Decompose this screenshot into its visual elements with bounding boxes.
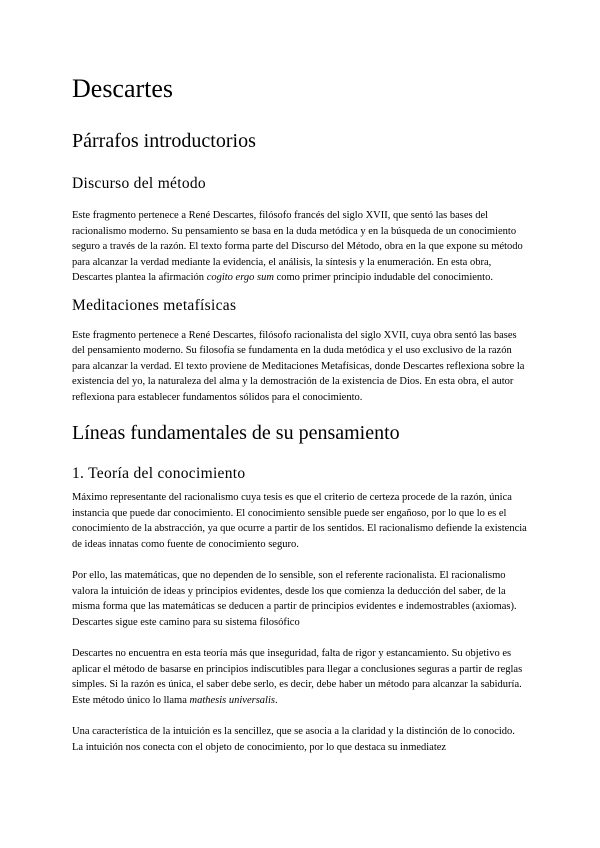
subsection-heading-meditaciones: Meditaciones metafísicas	[72, 296, 237, 314]
paragraph-teoria-4: Una característica de la intuición es la sencillez, que se asocia a la claridad y la distinción de lo conocido. La intuición nos conecta con el objeto de conocimiento, por lo que destaca su inmediatez	[72, 726, 515, 753]
paragraph-teoria-1: Máximo representante del racionalismo cuya tesis es que el criterio de certeza procede de la razón, única instancia que puede dar conocimiento. El conocimiento sensible puede ser engañoso, por lo que lo es el conocimiento de la abstracción, ya que ocurre a partir de los sentidos. El racionalismo defiende la existencia de ideas innatas como fuente de conocimiento seguro.	[72, 492, 527, 550]
paragraph-text: Descartes no encuentra en esta teoría más que inseguridad, falta de rigor y estancamiento. Su objetivo es aplicar el método de basarse en principios indiscutibles para llegar a conclusiones seguras a partir de reglas simples. Si la razón es única, el saber debe serlo, es decir, debe haber un método para alcanzar la sabiduría. Este método único lo llama	[72, 648, 523, 706]
paragraph-teoria-2: Por ello, las matemáticas, que no dependen de lo sensible, son el referente racionalista. El racionalismo valora la intuición de ideas y principios evidentes, desde los que comienza la deducción del saber, de la misma forma que las matemáticas se deducen a partir de principios evidentes e indemostrables (axiomas). Descartes sigue este camino para su sistema filosófico	[72, 570, 517, 628]
subsection-heading-discurso: Discurso del método	[72, 175, 206, 192]
section-heading-introductory: Párrafos introductorios	[72, 130, 256, 152]
document-title: Descartes	[72, 74, 174, 103]
paragraph-meditaciones: Este fragmento pertenece a René Descartes, filósofo racionalista del siglo XVII, cuya obra sentó las bases del pensamiento moderno. Su filosofía se fundamenta en la duda metódica y el uso exclusivo de la razón para alcanzar la verdad. El texto proviene de Meditaciones Metafísicas, donde Descartes reflexiona sobre la existencia del yo, la naturaleza del alma y la demostración de la existencia de Dios. En esta obra, el autor reflexiona para establecer fundamentos sólidos para el conocimiento.	[72, 329, 525, 403]
paragraph-teoria-3	[72, 646, 528, 708]
emphasis-mathesis: mathesis universalis	[189, 694, 275, 706]
subsection-heading-teoria: 1. Teoría del conocimiento	[72, 465, 246, 482]
paragraph-text: .	[274, 694, 278, 706]
section-heading-lineas: Líneas fundamentales de su pensamiento	[72, 422, 400, 444]
paragraph-discurso	[72, 208, 528, 286]
paragraph-text: Este fragmento pertenece a René Descartes, filósofo francés del siglo XVII, que sentó las bases del racionalismo moderno. Su pensamiento se basa en la duda metódica y en la búsqueda de un conocimiento seguro a través de la razón. El texto forma parte del Discurso del Método, obra en la que expone su método para alcanzar la verdad mediante la evidencia, el análisis, la síntesis y la enumeración. En esta obra, Descartes plantea la afirmación	[72, 210, 523, 283]
paragraph-text: como primer principio indudable del conocimiento.	[276, 272, 493, 283]
emphasis-cogito: cogito ergo sum	[206, 272, 274, 283]
